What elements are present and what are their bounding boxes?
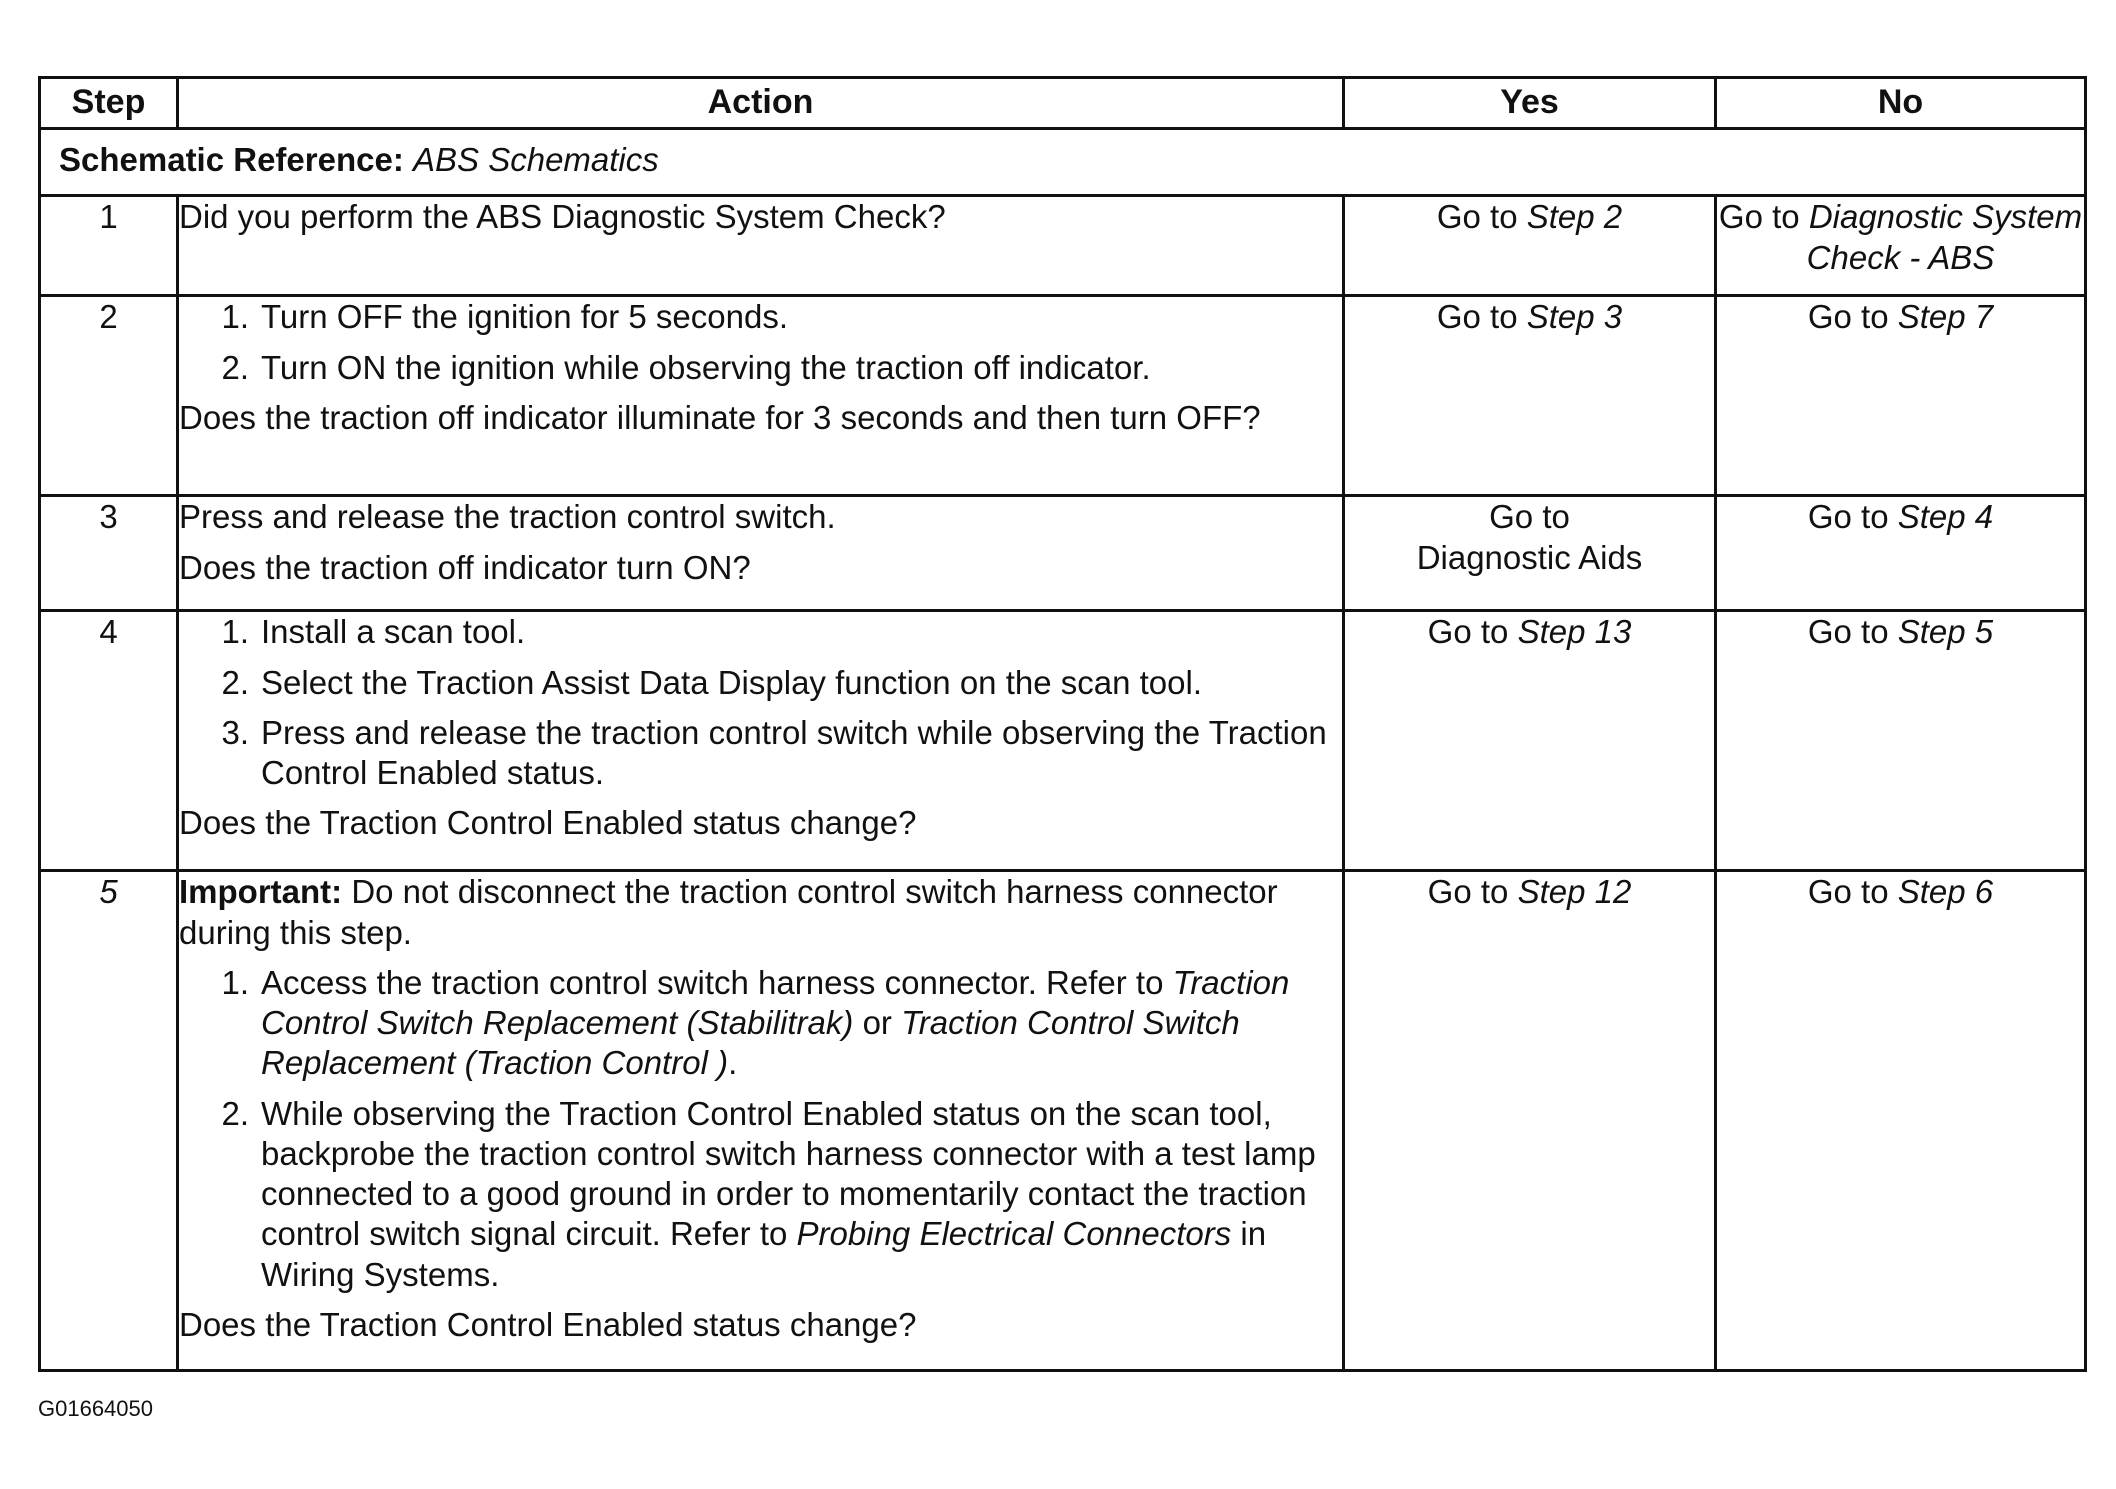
- step-number: 4: [40, 611, 178, 871]
- no-prefix: Go to: [1807, 613, 1889, 651]
- yes-step-link[interactable]: Step 3: [1526, 298, 1623, 336]
- yes-step-link[interactable]: Step 12: [1517, 873, 1632, 911]
- table-row: [40, 611, 2086, 871]
- step-number: 2: [40, 296, 178, 496]
- yes-prefix: Go to: [1436, 198, 1518, 236]
- question-text: Does the Traction Control Enabled status change?: [179, 1305, 917, 1343]
- list-item: 2. While observing the Traction Control Enabled status on the scan tool, backprobe the traction control switch harness connector with a test lamp connected to a good ground in order to momentarily contact the traction control switch signal circuit. Refer to Probing Electrical Connectors in Wiring Systems.: [221, 1094, 1316, 1293]
- table-row: [40, 196, 2086, 296]
- important-text: Do not disconnect the traction control switch harness connector during this step.: [179, 873, 1278, 951]
- no-step-link[interactable]: Step 4: [1897, 498, 1994, 536]
- action-cell: [178, 871, 1344, 1371]
- table-row: [40, 496, 2086, 611]
- step-number: 1: [40, 196, 178, 296]
- no-step-link[interactable]: Step 6: [1897, 873, 1994, 911]
- important-note: [179, 872, 1342, 953]
- question-text: Does the Traction Control Enabled status change?: [179, 804, 917, 842]
- yes-cell: [1344, 496, 1716, 611]
- list-item: 1. Access the traction control switch harness connector. Refer to Traction Control Switch Replacement (Stabilitrak) or Traction Control Switch Replacement (Traction Control ).: [221, 963, 1290, 1082]
- list-item: 2. Turn ON the ignition while observing the traction off indicator.: [221, 348, 1151, 386]
- yes-step-link[interactable]: Step 2: [1526, 198, 1623, 236]
- action-cell: [178, 196, 1344, 296]
- instruction-text: Press and release the traction control switch.: [179, 498, 836, 536]
- header-no: No: [1716, 78, 2086, 129]
- yes-cell: [1344, 196, 1716, 296]
- no-prefix: Go to: [1718, 198, 1800, 236]
- figure-code: G01664050: [38, 1396, 153, 1421]
- yes-prefix: Go to: [1489, 498, 1570, 536]
- yes-cell: [1344, 296, 1716, 496]
- no-step-link[interactable]: Diagnostic System Check - ABS: [1806, 198, 2083, 276]
- no-cell: [1716, 196, 2086, 296]
- yes-prefix: Go to: [1427, 873, 1509, 911]
- no-prefix: Go to: [1807, 498, 1889, 536]
- schematic-reference-label: Schematic Reference:: [59, 141, 404, 178]
- yes-prefix: Go to: [1436, 298, 1518, 336]
- reference-link[interactable]: Probing Electrical Connectors: [796, 1215, 1232, 1253]
- question-text: Does the traction off indicator turn ON?: [179, 548, 751, 586]
- table-row: [40, 296, 2086, 496]
- no-cell: [1716, 296, 2086, 496]
- schematic-reference-link[interactable]: ABS Schematics: [413, 141, 659, 178]
- schematic-reference-row: [40, 129, 2086, 196]
- list-item: 2. Select the Traction Assist Data Display function on the scan tool.: [221, 663, 1202, 701]
- header-step: Step: [40, 78, 178, 129]
- reference-link[interactable]: Traction Control Switch Replacement (Traction Control ): [261, 1004, 1240, 1082]
- no-cell: [1716, 611, 2086, 871]
- header-yes: Yes: [1344, 78, 1716, 129]
- yes-prefix: Go to: [1427, 613, 1509, 651]
- action-cell: [178, 611, 1344, 871]
- list-item: 1. Install a scan tool.: [221, 613, 526, 651]
- important-label: Important:: [179, 873, 343, 911]
- no-cell: [1716, 496, 2086, 611]
- table-row: [40, 871, 2086, 1371]
- yes-cell: [1344, 611, 1716, 871]
- reference-link[interactable]: Traction Control Switch Replacement (Stabilitrak): [261, 963, 1290, 1041]
- diagnostic-table: [38, 76, 2087, 1372]
- yes-cell: [1344, 871, 1716, 1371]
- schematic-reference: [40, 129, 2086, 196]
- action-cell: [178, 296, 1344, 496]
- no-cell: [1716, 871, 2086, 1371]
- no-step-link[interactable]: Step 7: [1897, 298, 1994, 336]
- header-action: Action: [178, 78, 1344, 129]
- question-text: Did you perform the ABS Diagnostic System Check?: [179, 198, 946, 236]
- list-item: 3. Press and release the traction control switch while observing the Traction Control Enabled status.: [221, 713, 1327, 791]
- no-step-link[interactable]: Step 5: [1897, 613, 1994, 651]
- yes-step-link[interactable]: Diagnostic Aids: [1416, 538, 1643, 576]
- step-number: 3: [40, 496, 178, 611]
- list-item: 1. Turn OFF the ignition for 5 seconds.: [221, 298, 789, 336]
- no-prefix: Go to: [1807, 873, 1889, 911]
- yes-step-link[interactable]: Step 13: [1517, 613, 1632, 651]
- diagnostic-table-container: [38, 76, 2084, 1372]
- no-prefix: Go to: [1807, 298, 1889, 336]
- question-text: Does the traction off indicator illuminate for 3 seconds and then turn OFF?: [179, 398, 1261, 436]
- step-number: 5: [40, 871, 178, 1371]
- header-row: [40, 78, 2086, 129]
- action-cell: [178, 496, 1344, 611]
